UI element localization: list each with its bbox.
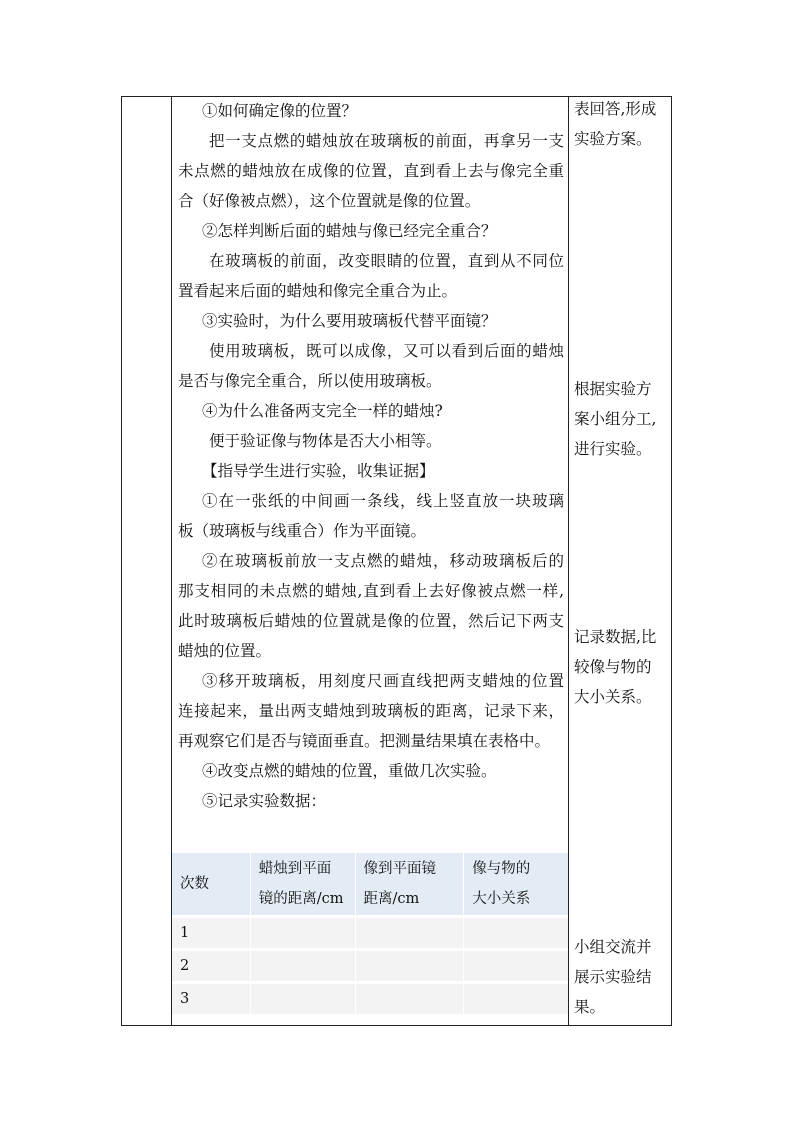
question-4: ④为什么准备两支完全一样的蜡烛?: [202, 402, 443, 420]
step-2-line-1: ②在玻璃板前放一支点燃的蜡烛，移动玻璃板后的: [202, 552, 564, 570]
empty-cell: [464, 983, 568, 1015]
column-divider-right: [568, 96, 569, 1026]
table-header-row: [172, 853, 568, 917]
empty-cell: [464, 950, 568, 983]
side-text-line: 进行实验。: [574, 440, 652, 458]
row-number: 3: [172, 983, 250, 1015]
side-text-line: 实验方案。: [574, 130, 652, 148]
table-row: [172, 950, 568, 983]
answer-2-line-2: 置看起来后面的蜡烛和像完全重合为止。: [178, 282, 458, 300]
header-size-relation: 像与物的 大小关系: [464, 853, 568, 917]
side-text-line: 根据实验方: [574, 380, 652, 398]
side-text-line: 案小组分工,: [574, 410, 657, 428]
side-text-line: 果。: [574, 998, 606, 1016]
teacher-activity-column: [178, 96, 564, 816]
step-3-line-1: ③移开玻璃板，用刻度尺画直线把两支蜡烛的位置: [202, 672, 564, 690]
student-activity-block-4: [574, 932, 670, 1022]
answer-1-line-3: 合（好像被点燃），这个位置就是像的位置。: [178, 192, 481, 210]
empty-cell: [250, 983, 355, 1015]
question-2: ②怎样判断后面的蜡烛与像已经完全重合？: [202, 222, 497, 240]
step-2-line-2: 那支相同的未点燃的蜡烛,直到看上去好像被点燃一样,: [178, 582, 564, 600]
question-3: ③实验时，为什么要用玻璃板代替平面镜？: [202, 312, 497, 330]
side-text-line: 小组交流并: [574, 938, 652, 956]
side-text-line: 较像与物的: [574, 658, 652, 676]
table-row: [172, 917, 568, 950]
empty-cell: [250, 950, 355, 983]
step-5: ⑤记录实验数据：: [202, 792, 327, 810]
empty-cell: [355, 917, 464, 950]
empty-cell: [355, 983, 464, 1015]
answer-3-line-1: 使用玻璃板，既可以成像，又可以看到后面的蜡烛: [209, 342, 564, 360]
experiment-data-table: [172, 853, 568, 1014]
answer-2-line-1: 在玻璃板的前面，改变眼睛的位置，直到从不同位: [209, 252, 564, 270]
step-2-line-4: 蜡烛的位置。: [178, 642, 272, 660]
student-activity-block-1: [574, 94, 670, 154]
answer-1-line-2: 未点燃的蜡烛放在成像的位置，直到看上去与像完全重: [178, 162, 564, 180]
student-activity-block-3: [574, 622, 670, 712]
student-activity-block-2: [574, 374, 670, 464]
step-3-line-2: 连接起来，量出两支蜡烛到玻璃板的距离，记录下来，: [178, 702, 564, 720]
step-1-line-1: ①在一张纸的中间画一条线，线上竖直放一块玻璃: [202, 492, 564, 510]
answer-1-line-1: 把一支点燃的蜡烛放在玻璃板的前面，再拿另一支: [209, 132, 564, 150]
empty-cell: [250, 917, 355, 950]
row-number: 2: [172, 950, 250, 983]
guide-heading: 【指导学生进行实验，收集证据】: [202, 462, 435, 480]
empty-cell: [355, 950, 464, 983]
empty-cell: [464, 917, 568, 950]
side-text-line: 大小关系。: [574, 688, 652, 706]
step-4: ④改变点燃的蜡烛的位置，重做几次实验。: [202, 762, 497, 780]
table-row: [172, 983, 568, 1015]
side-text-line: 展示实验结: [574, 968, 652, 986]
side-text-line: 记录数据,比: [574, 628, 657, 646]
row-number: 1: [172, 917, 250, 950]
step-2-line-3: 此时玻璃板后蜡烛的位置就是像的位置，然后记下两支: [178, 612, 564, 630]
step-3-line-3: 再观察它们是否与镜面垂直。把测量结果填在表格中。: [178, 732, 551, 750]
answer-3-line-2: 是否与像完全重合，所以使用玻璃板。: [178, 372, 442, 390]
header-count: 次数: [172, 853, 250, 917]
header-candle-distance: 蜡烛到平面 镜的距离/cm: [250, 853, 355, 917]
step-1-line-2: 板（玻璃板与线重合）作为平面镜。: [178, 522, 427, 540]
question-1: ①如何确定像的位置？: [202, 102, 358, 120]
answer-4: 便于验证像与物体是否大小相等。: [209, 432, 442, 450]
header-image-distance: 像到平面镜 距离/cm: [355, 853, 464, 917]
side-text-line: 表回答,形成: [574, 100, 657, 118]
